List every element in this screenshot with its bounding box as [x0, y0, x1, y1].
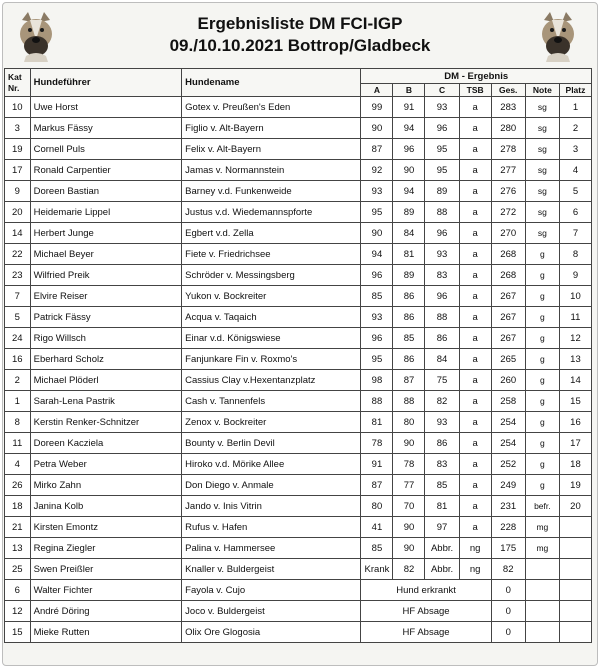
cell-total: 276: [491, 181, 525, 202]
cell-kat: 21: [5, 517, 31, 538]
cell-total: 283: [491, 97, 525, 118]
table-row: [5, 139, 592, 160]
cell-c: 88: [425, 307, 459, 328]
cell-handler: Elvire Reiser: [30, 286, 182, 307]
cell-place: 10: [559, 286, 591, 307]
cell-dog: Don Diego v. Anmale: [182, 475, 361, 496]
header-result-group: DM - Ergebnis: [361, 69, 592, 84]
cell-dog: Fiete v. Friedrichsee: [182, 244, 361, 265]
cell-total: 252: [491, 454, 525, 475]
cell-dog: Palina v. Hammersee: [182, 538, 361, 559]
cell-place: 8: [559, 244, 591, 265]
cell-kat: 14: [5, 223, 31, 244]
cell-place: 9: [559, 265, 591, 286]
cell-b: 81: [393, 244, 425, 265]
cell-a: 96: [361, 328, 393, 349]
cell-total: 272: [491, 202, 525, 223]
cell-place: [559, 622, 591, 643]
cell-handler: Michael Plöderl: [30, 370, 182, 391]
cell-kat: 20: [5, 202, 31, 223]
cell-dog: Schröder v. Messingsberg: [182, 265, 361, 286]
cell-dog: Justus v.d. Wiedemannspforte: [182, 202, 361, 223]
cell-total: 265: [491, 349, 525, 370]
cell-tsb: a: [459, 349, 491, 370]
cell-b: 78: [393, 454, 425, 475]
cell-note: mg: [525, 517, 559, 538]
cell-total: 258: [491, 391, 525, 412]
cell-handler: Rigo Willsch: [30, 328, 182, 349]
cell-dog: Jando v. Inis Vitrin: [182, 496, 361, 517]
table-row: [5, 622, 592, 643]
cell-c: 93: [425, 97, 459, 118]
cell-c: 89: [425, 181, 459, 202]
cell-place: 4: [559, 160, 591, 181]
cell-a: 93: [361, 181, 393, 202]
cell-place: 20: [559, 496, 591, 517]
cell-remark: HF Absage: [361, 601, 491, 622]
cell-note: sg: [525, 139, 559, 160]
table-row: [5, 244, 592, 265]
cell-kat: 25: [5, 559, 31, 580]
cell-kat: 22: [5, 244, 31, 265]
cell-place: 5: [559, 181, 591, 202]
cell-dog: Knaller v. Buldergeist: [182, 559, 361, 580]
cell-handler: Mirko Zahn: [30, 475, 182, 496]
cell-handler: Wilfried Preik: [30, 265, 182, 286]
cell-c: 96: [425, 118, 459, 139]
cell-dog: Figlio v. Alt-Bayern: [182, 118, 361, 139]
cell-tsb: a: [459, 496, 491, 517]
results-table: [4, 68, 592, 643]
cell-total: 254: [491, 433, 525, 454]
cell-handler: Eberhard Scholz: [30, 349, 182, 370]
cell-dog: Jamas v. Normannstein: [182, 160, 361, 181]
cell-b: 86: [393, 286, 425, 307]
cell-a: 95: [361, 202, 393, 223]
cell-b: 86: [393, 307, 425, 328]
cell-note: sg: [525, 202, 559, 223]
cell-c: 93: [425, 244, 459, 265]
cell-handler: Walter Fichter: [30, 580, 182, 601]
cell-remark: Hund erkrankt: [361, 580, 491, 601]
cell-dog: Olix Ore Glogosia: [182, 622, 361, 643]
cell-b: 96: [393, 139, 425, 160]
cell-total: 0: [491, 622, 525, 643]
cell-kat: 2: [5, 370, 31, 391]
cell-a: 87: [361, 475, 393, 496]
cell-tsb: a: [459, 307, 491, 328]
cell-dog: Hiroko v.d. Mörike Allee: [182, 454, 361, 475]
table-row: [5, 160, 592, 181]
cell-place: 19: [559, 475, 591, 496]
cell-dog: Bounty v. Berlin Devil: [182, 433, 361, 454]
cell-total: 267: [491, 307, 525, 328]
cell-a: 41: [361, 517, 393, 538]
cell-kat: 9: [5, 181, 31, 202]
cell-a: Krank: [361, 559, 393, 580]
cell-handler: Markus Fässy: [30, 118, 182, 139]
cell-c: 95: [425, 160, 459, 181]
header-kat: Kat Nr.: [5, 69, 31, 97]
cell-dog: Cassius Clay v.Hexentanzplatz: [182, 370, 361, 391]
cell-total: 280: [491, 118, 525, 139]
cell-note: [525, 559, 559, 580]
table-row: [5, 118, 592, 139]
cell-tsb: a: [459, 265, 491, 286]
cell-place: 3: [559, 139, 591, 160]
table-row: [5, 265, 592, 286]
cell-b: 90: [393, 538, 425, 559]
cell-dog: Yukon v. Bockreiter: [182, 286, 361, 307]
cell-note: g: [525, 265, 559, 286]
header-a: A: [361, 84, 393, 97]
cell-kat: 18: [5, 496, 31, 517]
cell-dog: Rufus v. Hafen: [182, 517, 361, 538]
cell-kat: 4: [5, 454, 31, 475]
cell-kat: 15: [5, 622, 31, 643]
cell-c: 86: [425, 328, 459, 349]
cell-c: 88: [425, 202, 459, 223]
cell-handler: Sarah-Lena Pastrik: [30, 391, 182, 412]
table-row: [5, 454, 592, 475]
cell-kat: 6: [5, 580, 31, 601]
cell-total: 254: [491, 412, 525, 433]
cell-tsb: a: [459, 244, 491, 265]
cell-note: [525, 622, 559, 643]
cell-place: 2: [559, 118, 591, 139]
cell-note: g: [525, 391, 559, 412]
cell-handler: Doreen Kacziela: [30, 433, 182, 454]
table-row: [5, 559, 592, 580]
table-row: [5, 538, 592, 559]
cell-handler: Kirsten Emontz: [30, 517, 182, 538]
cell-a: 81: [361, 412, 393, 433]
cell-kat: 12: [5, 601, 31, 622]
cell-total: 268: [491, 265, 525, 286]
header-dog: Hundename: [182, 69, 361, 97]
cell-total: 0: [491, 580, 525, 601]
cell-kat: 26: [5, 475, 31, 496]
cell-place: 17: [559, 433, 591, 454]
cell-note: g: [525, 307, 559, 328]
cell-note: g: [525, 433, 559, 454]
cell-handler: Cornell Puls: [30, 139, 182, 160]
cell-b: 86: [393, 349, 425, 370]
cell-note: sg: [525, 223, 559, 244]
cell-place: 14: [559, 370, 591, 391]
table-row: [5, 370, 592, 391]
table-row: [5, 496, 592, 517]
cell-handler: Petra Weber: [30, 454, 182, 475]
cell-note: sg: [525, 118, 559, 139]
cell-handler: Regina Ziegler: [30, 538, 182, 559]
cell-b: 87: [393, 370, 425, 391]
cell-c: 97: [425, 517, 459, 538]
cell-handler: Uwe Horst: [30, 97, 182, 118]
cell-b: 94: [393, 118, 425, 139]
cell-place: 6: [559, 202, 591, 223]
cell-a: 96: [361, 265, 393, 286]
cell-kat: 7: [5, 286, 31, 307]
cell-tsb: a: [459, 433, 491, 454]
cell-b: 88: [393, 391, 425, 412]
cell-kat: 19: [5, 139, 31, 160]
cell-total: 231: [491, 496, 525, 517]
cell-a: 92: [361, 160, 393, 181]
cell-tsb: a: [459, 391, 491, 412]
cell-note: g: [525, 412, 559, 433]
cell-handler: Doreen Bastian: [30, 181, 182, 202]
cell-b: 90: [393, 160, 425, 181]
table-row: [5, 307, 592, 328]
cell-tsb: a: [459, 454, 491, 475]
header-c: C: [425, 84, 459, 97]
cell-a: 88: [361, 391, 393, 412]
table-row: [5, 580, 592, 601]
cell-note: befr.: [525, 496, 559, 517]
cell-c: 86: [425, 433, 459, 454]
cell-dog: Fanjunkare Fin v. Roxmo's: [182, 349, 361, 370]
cell-total: 267: [491, 328, 525, 349]
cell-handler: Heidemarie Lippel: [30, 202, 182, 223]
cell-handler: Ronald Carpentier: [30, 160, 182, 181]
cell-dog: Zenox v. Bockreiter: [182, 412, 361, 433]
cell-tsb: a: [459, 370, 491, 391]
cell-c: 93: [425, 412, 459, 433]
page-subtitle: 09./10.10.2021 Bottrop/Gladbeck: [169, 36, 431, 55]
cell-dog: Gotex v. Preußen's Eden: [182, 97, 361, 118]
cell-b: 94: [393, 181, 425, 202]
cell-place: 13: [559, 349, 591, 370]
cell-dog: Fayola v. Cujo: [182, 580, 361, 601]
cell-total: 175: [491, 538, 525, 559]
cell-dog: Cash v. Tannenfels: [182, 391, 361, 412]
cell-note: mg: [525, 538, 559, 559]
cell-b: 90: [393, 433, 425, 454]
cell-tsb: a: [459, 475, 491, 496]
table-row: [5, 391, 592, 412]
table-row: [5, 349, 592, 370]
cell-a: 93: [361, 307, 393, 328]
cell-note: sg: [525, 160, 559, 181]
cell-dog: Acqua v. Taqaich: [182, 307, 361, 328]
cell-handler: André Döring: [30, 601, 182, 622]
cell-b: 85: [393, 328, 425, 349]
cell-place: 1: [559, 97, 591, 118]
table-row: [5, 328, 592, 349]
cell-note: g: [525, 349, 559, 370]
cell-c: 96: [425, 286, 459, 307]
header: [0, 0, 600, 68]
cell-a: 78: [361, 433, 393, 454]
table-body: [5, 97, 592, 643]
cell-b: 90: [393, 517, 425, 538]
cell-place: [559, 580, 591, 601]
cell-handler: Mieke Rutten: [30, 622, 182, 643]
cell-c: 83: [425, 454, 459, 475]
cell-tsb: a: [459, 139, 491, 160]
cell-note: g: [525, 475, 559, 496]
header-place: Platz: [559, 84, 591, 97]
cell-dog: Barney v.d. Funkenweide: [182, 181, 361, 202]
cell-total: 277: [491, 160, 525, 181]
cell-place: 11: [559, 307, 591, 328]
table-row: [5, 517, 592, 538]
cell-a: 95: [361, 349, 393, 370]
cell-total: 270: [491, 223, 525, 244]
header-tsb: TSB: [459, 84, 491, 97]
cell-c: 95: [425, 139, 459, 160]
cell-handler: Swen Preißler: [30, 559, 182, 580]
cell-total: 267: [491, 286, 525, 307]
cell-dog: Felix v. Alt-Bayern: [182, 139, 361, 160]
cell-kat: 13: [5, 538, 31, 559]
table-row: [5, 181, 592, 202]
cell-b: 70: [393, 496, 425, 517]
header-total: Ges.: [491, 84, 525, 97]
cell-a: 91: [361, 454, 393, 475]
cell-remark: HF Absage: [361, 622, 491, 643]
cell-tsb: a: [459, 412, 491, 433]
cell-handler: Patrick Fässy: [30, 307, 182, 328]
cell-a: 99: [361, 97, 393, 118]
cell-a: 85: [361, 286, 393, 307]
cell-place: 15: [559, 391, 591, 412]
cell-total: 268: [491, 244, 525, 265]
cell-kat: 11: [5, 433, 31, 454]
cell-total: 278: [491, 139, 525, 160]
cell-kat: 3: [5, 118, 31, 139]
cell-c: 75: [425, 370, 459, 391]
cell-note: [525, 601, 559, 622]
cell-place: [559, 601, 591, 622]
cell-tsb: a: [459, 202, 491, 223]
cell-total: 228: [491, 517, 525, 538]
cell-a: 90: [361, 223, 393, 244]
cell-tsb: ng: [459, 538, 491, 559]
cell-dog: Einar v.d. Königswiese: [182, 328, 361, 349]
cell-dog: Egbert v.d. Zella: [182, 223, 361, 244]
cell-kat: 17: [5, 160, 31, 181]
table-row: [5, 223, 592, 244]
table-row: [5, 475, 592, 496]
cell-note: sg: [525, 181, 559, 202]
cell-a: 90: [361, 118, 393, 139]
cell-kat: 5: [5, 307, 31, 328]
cell-c: 83: [425, 265, 459, 286]
cell-kat: 8: [5, 412, 31, 433]
table-row: [5, 97, 592, 118]
cell-a: 87: [361, 139, 393, 160]
cell-total: 249: [491, 475, 525, 496]
cell-a: 94: [361, 244, 393, 265]
cell-note: g: [525, 454, 559, 475]
cell-place: 12: [559, 328, 591, 349]
cell-c: 84: [425, 349, 459, 370]
cell-a: 80: [361, 496, 393, 517]
cell-c: 82: [425, 391, 459, 412]
cell-b: 89: [393, 265, 425, 286]
cell-note: g: [525, 370, 559, 391]
cell-a: 98: [361, 370, 393, 391]
table-row: [5, 202, 592, 223]
cell-place: 16: [559, 412, 591, 433]
cell-c: 96: [425, 223, 459, 244]
cell-dog: Joco v. Buldergeist: [182, 601, 361, 622]
cell-kat: 16: [5, 349, 31, 370]
cell-tsb: a: [459, 97, 491, 118]
cell-tsb: a: [459, 517, 491, 538]
cell-kat: 24: [5, 328, 31, 349]
table-row: [5, 286, 592, 307]
cell-tsb: a: [459, 286, 491, 307]
cell-tsb: a: [459, 160, 491, 181]
cell-b: 91: [393, 97, 425, 118]
cell-b: 89: [393, 202, 425, 223]
cell-place: [559, 559, 591, 580]
cell-handler: Michael Beyer: [30, 244, 182, 265]
cell-b: 82: [393, 559, 425, 580]
cell-note: [525, 580, 559, 601]
cell-c: Abbr.: [425, 559, 459, 580]
cell-place: [559, 538, 591, 559]
cell-total: 0: [491, 601, 525, 622]
cell-tsb: a: [459, 181, 491, 202]
cell-handler: Janina Kolb: [30, 496, 182, 517]
cell-kat: 23: [5, 265, 31, 286]
cell-tsb: a: [459, 223, 491, 244]
cell-total: 260: [491, 370, 525, 391]
cell-b: 80: [393, 412, 425, 433]
cell-kat: 10: [5, 97, 31, 118]
cell-total: 82: [491, 559, 525, 580]
cell-note: g: [525, 244, 559, 265]
table-row: [5, 601, 592, 622]
cell-c: 81: [425, 496, 459, 517]
table-row: [5, 412, 592, 433]
cell-b: 77: [393, 475, 425, 496]
cell-place: [559, 517, 591, 538]
cell-note: g: [525, 286, 559, 307]
cell-a: 85: [361, 538, 393, 559]
cell-tsb: ng: [459, 559, 491, 580]
cell-handler: Herbert Junge: [30, 223, 182, 244]
cell-note: g: [525, 328, 559, 349]
cell-b: 84: [393, 223, 425, 244]
cell-handler: Kerstin Renker-Schnitzer: [30, 412, 182, 433]
cell-place: 18: [559, 454, 591, 475]
header-b: B: [393, 84, 425, 97]
page-title: Ergebnisliste DM FCI-IGP: [197, 14, 403, 33]
cell-c: Abbr.: [425, 538, 459, 559]
cell-tsb: a: [459, 118, 491, 139]
cell-place: 7: [559, 223, 591, 244]
cell-tsb: a: [459, 328, 491, 349]
cell-kat: 1: [5, 391, 31, 412]
table-row: [5, 433, 592, 454]
cell-c: 85: [425, 475, 459, 496]
cell-note: sg: [525, 97, 559, 118]
header-handler: Hundeführer: [30, 69, 182, 97]
header-note: Note: [525, 84, 559, 97]
